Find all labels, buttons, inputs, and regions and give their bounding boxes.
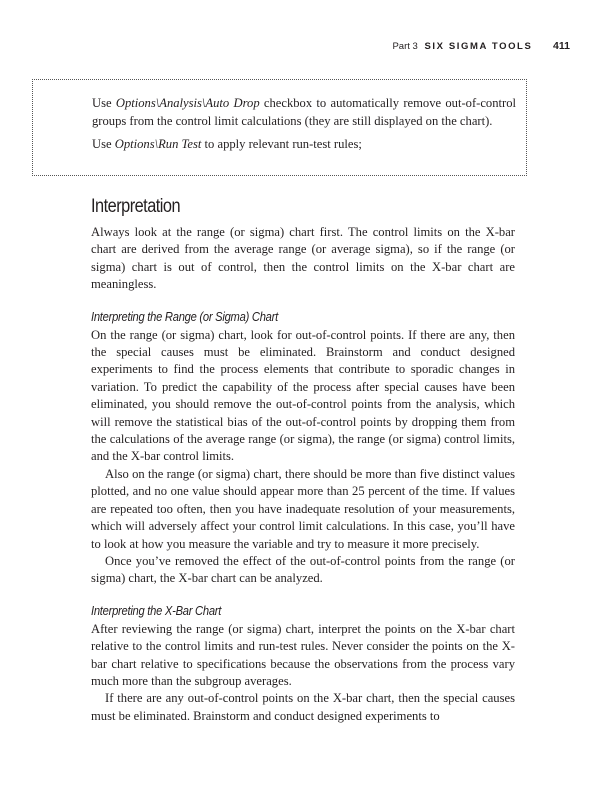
menu-path-run-test: Options\Run Test [114, 137, 202, 151]
interpretation-heading: Interpretation [91, 196, 181, 217]
interpretation-paragraph: Always look at the range (or sigma) chart first. The control limits on the X-bar chart are derived from the average range (or average sigma), so if the range (or sigma) chart is out of control, then the control limits on the X-bar chart are meaningless. [91, 225, 515, 292]
range-chart-paragraph-1: On the range (or sigma) chart, look for out-of-control points. If there are any, then the special causes must be eliminated. Brainstorm and conduct designed experiments to find the process elements that contribute to sporadic changes in variation. To predict the capability of the process after special causes have been eliminated, you should remove the out-of-control points from the analysis, which will remove the statistical bias of the out-of-control points by dropping them from the calculations of the average range (or sigma), the range (or sigma) control limits, and the X-bar control limits. [91, 327, 515, 464]
range-chart-heading: Interpreting the Range (or Sigma) Chart [91, 308, 278, 324]
xbar-chart-heading: Interpreting the X-Bar Chart [91, 602, 222, 618]
section-title: SIX SIGMA TOOLS [424, 41, 533, 52]
running-header [392, 40, 570, 52]
auto-drop-instruction: Use Options\Analysis\Auto Drop checkbox to automatically remove out-of-control groups from the control limit calculations (they are still displayed on the chart). [92, 96, 516, 128]
menu-path-auto-drop: Options\Analysis\Auto Drop [115, 96, 260, 110]
xbar-chart-paragraph-2: If there are any out-of-control points on the X-bar chart, then the special causes must be eliminated. Brainstorm and conduct designed experiments to [91, 691, 515, 723]
page-number: 411 [553, 40, 570, 52]
instruction-box [32, 79, 527, 176]
part-label: Part 3 [392, 41, 418, 52]
range-chart-paragraph-2: Also on the range (or sigma) chart, there should be more than five distinct values plotted, and no one value should appear more than 25 percent of the time. If values are repeated too often, then you have inadequate resolution of your measurements, which will adversely affect your control limit calculations. In this case, you’ll have to look at how you measure the variable and try to measure it more precisely. [91, 466, 515, 551]
main-content [91, 194, 515, 725]
run-test-instruction: Use Options\Run Test to apply relevant run-test rules; [92, 137, 362, 151]
xbar-chart-paragraph-1: After reviewing the range (or sigma) chart, interpret the points on the X-bar chart relative to the control limits and run-test rules. Never consider the points on the X-bar chart relative to specifications because the observations from the process vary much more than the subgroup averages. [91, 621, 515, 688]
range-chart-paragraph-3: Once you’ve removed the effect of the out-of-control points from the range (or sigma) chart, the X-bar chart can be analyzed. [91, 553, 515, 586]
